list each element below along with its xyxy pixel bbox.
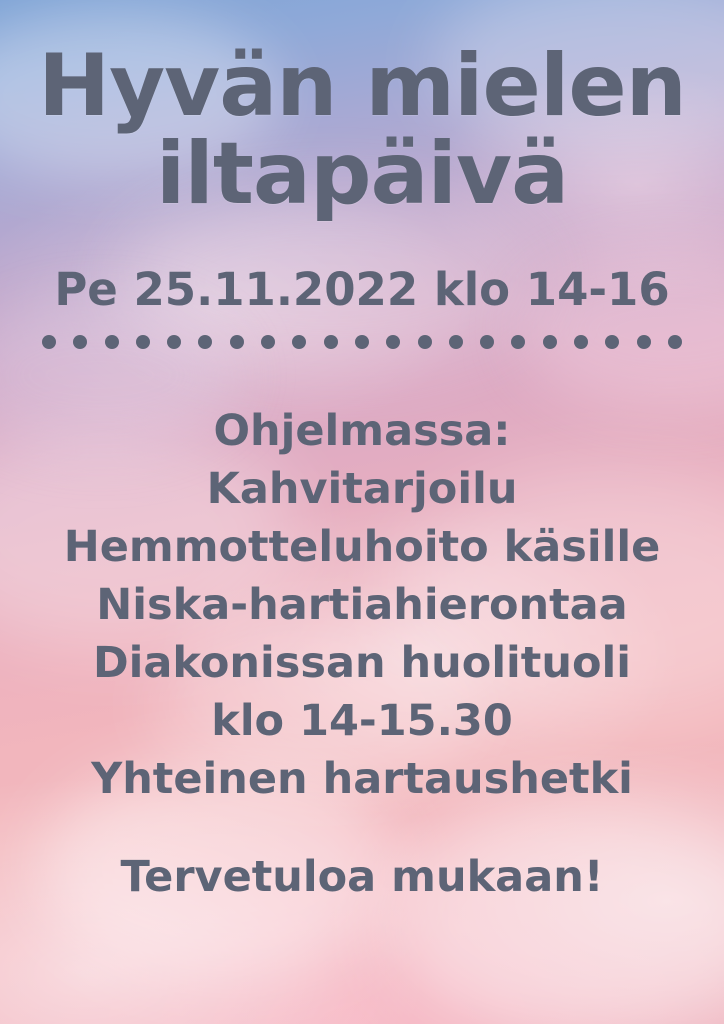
program-item: Kahvitarjoilu — [206, 463, 518, 514]
divider-dot — [480, 335, 494, 349]
divider-dot — [42, 335, 56, 349]
divider-dot — [198, 335, 212, 349]
divider-dot — [230, 335, 244, 349]
divider-dot — [167, 335, 181, 349]
divider-dot — [574, 335, 588, 349]
divider-dot — [543, 335, 557, 349]
divider-dot — [418, 335, 432, 349]
divider-dot — [73, 335, 87, 349]
dotted-divider — [42, 334, 682, 350]
divider-dot — [386, 335, 400, 349]
divider-dot — [511, 335, 525, 349]
program-heading: Ohjelmassa: — [213, 405, 511, 456]
program-item: Hemmotteluhoito käsille — [63, 521, 661, 572]
poster-title-line-1: Hyvän mielen — [38, 36, 686, 136]
divider-dot — [136, 335, 150, 349]
divider-dot — [261, 335, 275, 349]
divider-dot — [324, 335, 338, 349]
divider-dot — [637, 335, 651, 349]
event-datetime: Pe 25.11.2022 klo 14-16 — [54, 262, 670, 316]
divider-dot — [449, 335, 463, 349]
divider-dot — [355, 335, 369, 349]
program-item: Yhteinen hartaushetki — [91, 753, 633, 804]
poster-title-line-2: iltapäivä — [155, 124, 569, 225]
program-item-time: klo 14-15.30 — [211, 695, 513, 746]
divider-dot — [292, 335, 306, 349]
program-section — [0, 402, 724, 808]
closing-message: Tervetuloa mukaan! — [120, 851, 604, 902]
program-item: Niska-hartiahierontaa — [96, 579, 628, 630]
divider-dot — [605, 335, 619, 349]
divider-dot — [105, 335, 119, 349]
poster-title — [0, 0, 724, 225]
program-item: Diakonissan huolituoli — [92, 637, 631, 688]
divider-dot — [668, 335, 682, 349]
